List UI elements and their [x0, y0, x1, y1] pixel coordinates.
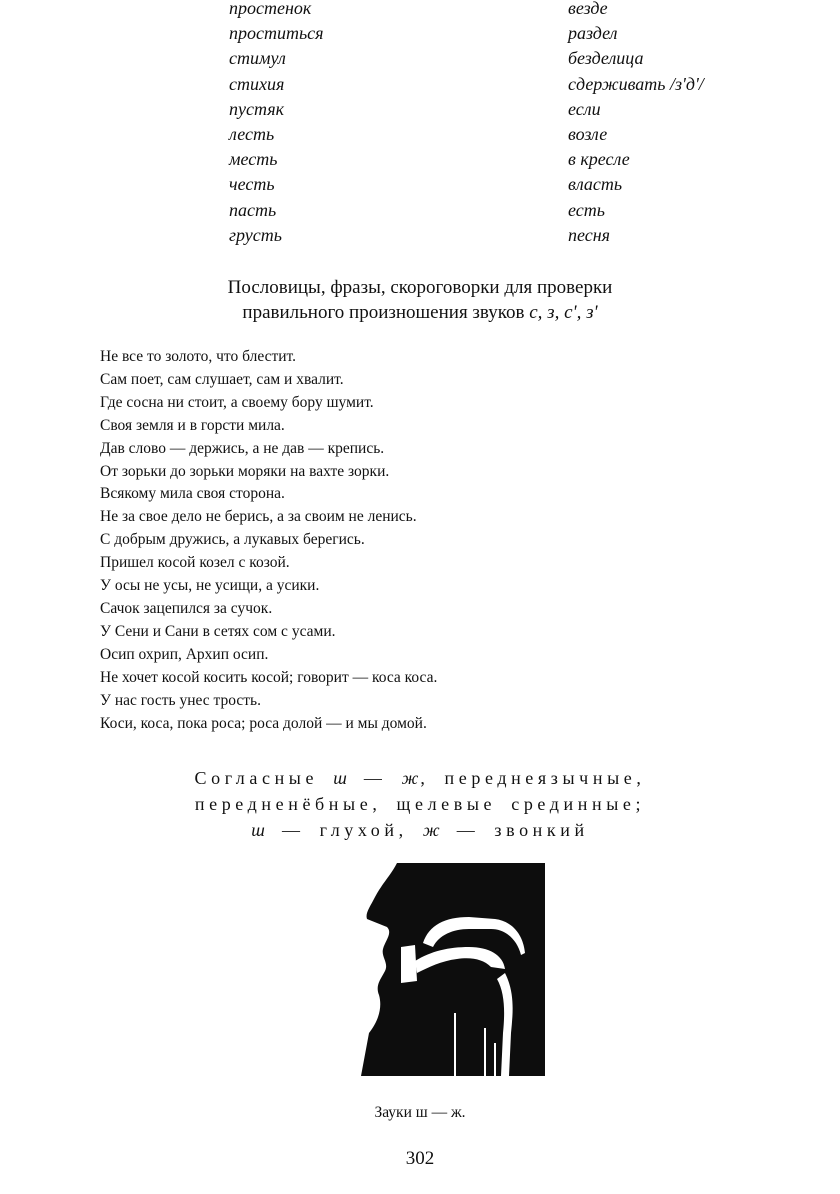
word-item: песня: [568, 224, 611, 245]
phrase-line: Всякому мила своя сторона.: [100, 485, 285, 503]
word-item: возле: [568, 124, 608, 145]
word-item: стимул: [229, 48, 286, 69]
phrase-line: От зорьки до зорьки моряки на вахте зорки.: [100, 462, 390, 480]
phrase-line: Сам поет, сам слушает, сам и хвалит.: [100, 370, 344, 388]
heading-text: —: [348, 768, 402, 788]
figure-caption: Зауки ш — ж.: [374, 1104, 466, 1121]
sound-symbol: ш: [251, 820, 267, 840]
section-heading-phrases: [0, 275, 840, 325]
phrase-line: Не за свое дело не берись, а за своим не ленись.: [100, 508, 417, 526]
heading-text: правильного произношения звуков: [242, 302, 530, 323]
heading-text: Согласные: [194, 768, 334, 788]
word-item: пасть: [229, 199, 277, 220]
word-item: безделица: [568, 48, 644, 69]
word-item: в кресле: [568, 149, 630, 170]
phrase-line: Коси, коса, пока роса; роса долой — и мы домой.: [100, 714, 427, 732]
word-item: власть: [568, 174, 623, 195]
word-item: если: [568, 98, 601, 119]
word-column-right: [568, 0, 704, 248]
phrase-line: У нас гость унес трость.: [100, 691, 261, 709]
phrase-line: С добрым дружись, а лукавых берегись.: [100, 531, 365, 549]
phrase-line: У Сени и Сани в сетях сом с усами.: [100, 622, 336, 640]
page-number: 302: [405, 1148, 435, 1169]
phrase-line: Сачок зацепился за сучок.: [100, 599, 273, 617]
word-item: лесть: [229, 124, 275, 145]
section-heading-line: Пословицы, фразы, скороговорки для проверки: [227, 277, 613, 298]
sound-symbol: ш: [333, 768, 349, 788]
section-heading-line: [0, 300, 840, 325]
phrase-line: Осип охрип, Архип осип.: [100, 645, 269, 663]
articulation-diagram-svg: [345, 863, 545, 1076]
sound-symbols: с, з, с', з': [529, 302, 598, 323]
word-item: грусть: [229, 224, 282, 245]
phrase-line: Не хочет косой косить косой; говорит — коса коса.: [100, 668, 438, 686]
phrase-line: Своя земля и в горсти мила.: [100, 416, 285, 434]
word-column-left: [229, 0, 324, 248]
phrase-line: Где сосна ни стоит, а своему бору шумит.: [100, 393, 374, 411]
sound-symbol: ж: [401, 768, 421, 788]
sound-symbol: ж: [422, 820, 442, 840]
section-heading-consonants: [0, 765, 840, 843]
word-item: простенок: [229, 0, 312, 18]
word-item: пустяк: [229, 98, 284, 119]
word-item: сдерживать /з'д'/: [568, 73, 704, 94]
word-item: проститься: [229, 23, 324, 44]
phrase-line: Пришел косой козел с козой.: [100, 554, 290, 572]
phrase-line: Дав слово — держись, а не дав — крепись.: [100, 439, 385, 457]
section-heading-line: передненёбные, щелевые срединные;: [194, 794, 646, 814]
word-item: честь: [229, 174, 275, 195]
articulation-diagram: [345, 863, 545, 1076]
word-item: везде: [568, 0, 608, 18]
phrase-list: [100, 346, 437, 735]
heading-text: , переднеязычные,: [420, 768, 646, 788]
word-item: стихия: [229, 73, 285, 94]
section-heading-line: [0, 817, 840, 843]
section-heading-line: [0, 765, 840, 791]
phrase-line: У осы не усы, не усищи, а усики.: [100, 577, 320, 595]
word-item: есть: [568, 199, 605, 220]
word-item: раздел: [568, 23, 618, 44]
heading-text: — звонкий: [441, 820, 589, 840]
word-item: месть: [229, 149, 278, 170]
phrase-line: Не все то золото, что блестит.: [100, 348, 297, 365]
heading-text: — глухой,: [266, 820, 423, 840]
teeth-shape: [401, 945, 417, 983]
